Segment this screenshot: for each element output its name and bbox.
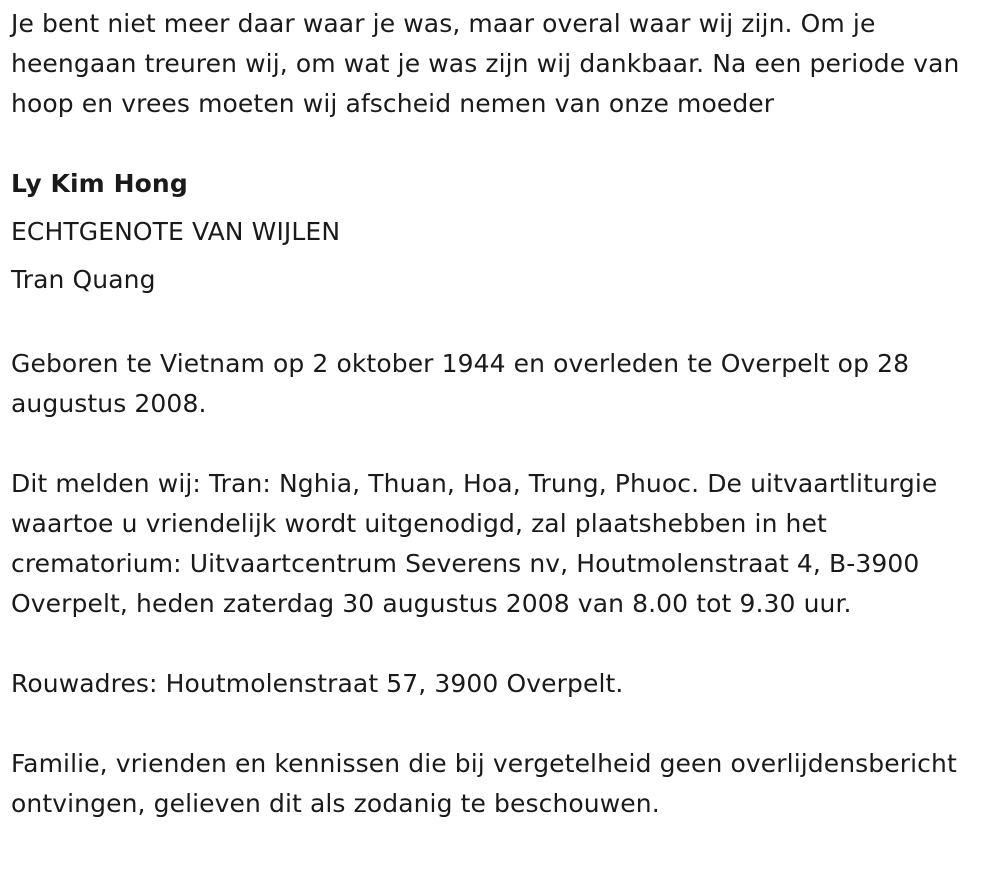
relation-label: ECHTGENOTE VAN WIJLEN bbox=[11, 217, 341, 246]
birth-death-paragraph: Geboren te Vietnam op 2 oktober 1944 en overleden te Overpelt op 28 augustus 2008. bbox=[11, 349, 910, 418]
spouse-name: Tran Quang bbox=[11, 265, 156, 294]
deceased-name: Ly Kim Hong bbox=[11, 169, 188, 198]
closing-paragraph: Familie, vrienden en kennissen die bij vergetelheid geen overlijdensbericht ontvingen, gelieven dit als zodanig te beschouwen. bbox=[11, 749, 957, 818]
intro-paragraph: Je bent niet meer daar waar je was, maar overal waar wij zijn. Om je heengaan treuren wij, om wat je was zijn wij dankbaar. Na een periode van hoop en vrees moeten wij afscheid nemen van onze moeder bbox=[11, 9, 960, 118]
obituary-notice bbox=[11, 4, 986, 824]
mourning-address: Rouwadres: Houtmolenstraat 57, 3900 Overpelt. bbox=[11, 669, 624, 698]
deceased-block bbox=[11, 160, 986, 304]
announcement-paragraph: Dit melden wij: Tran: Nghia, Thuan, Hoa, Trung, Phuoc. De uitvaartliturgie waartoe u vriendelijk wordt uitgenodigd, zal plaatshebben in het crematorium: Uitvaartcentrum Severens nv, Houtmolenstraat 4, B-3900 Overpelt, heden zaterdag 30 augustus 2008 van 8.00 tot 9.30 uur. bbox=[11, 469, 938, 618]
